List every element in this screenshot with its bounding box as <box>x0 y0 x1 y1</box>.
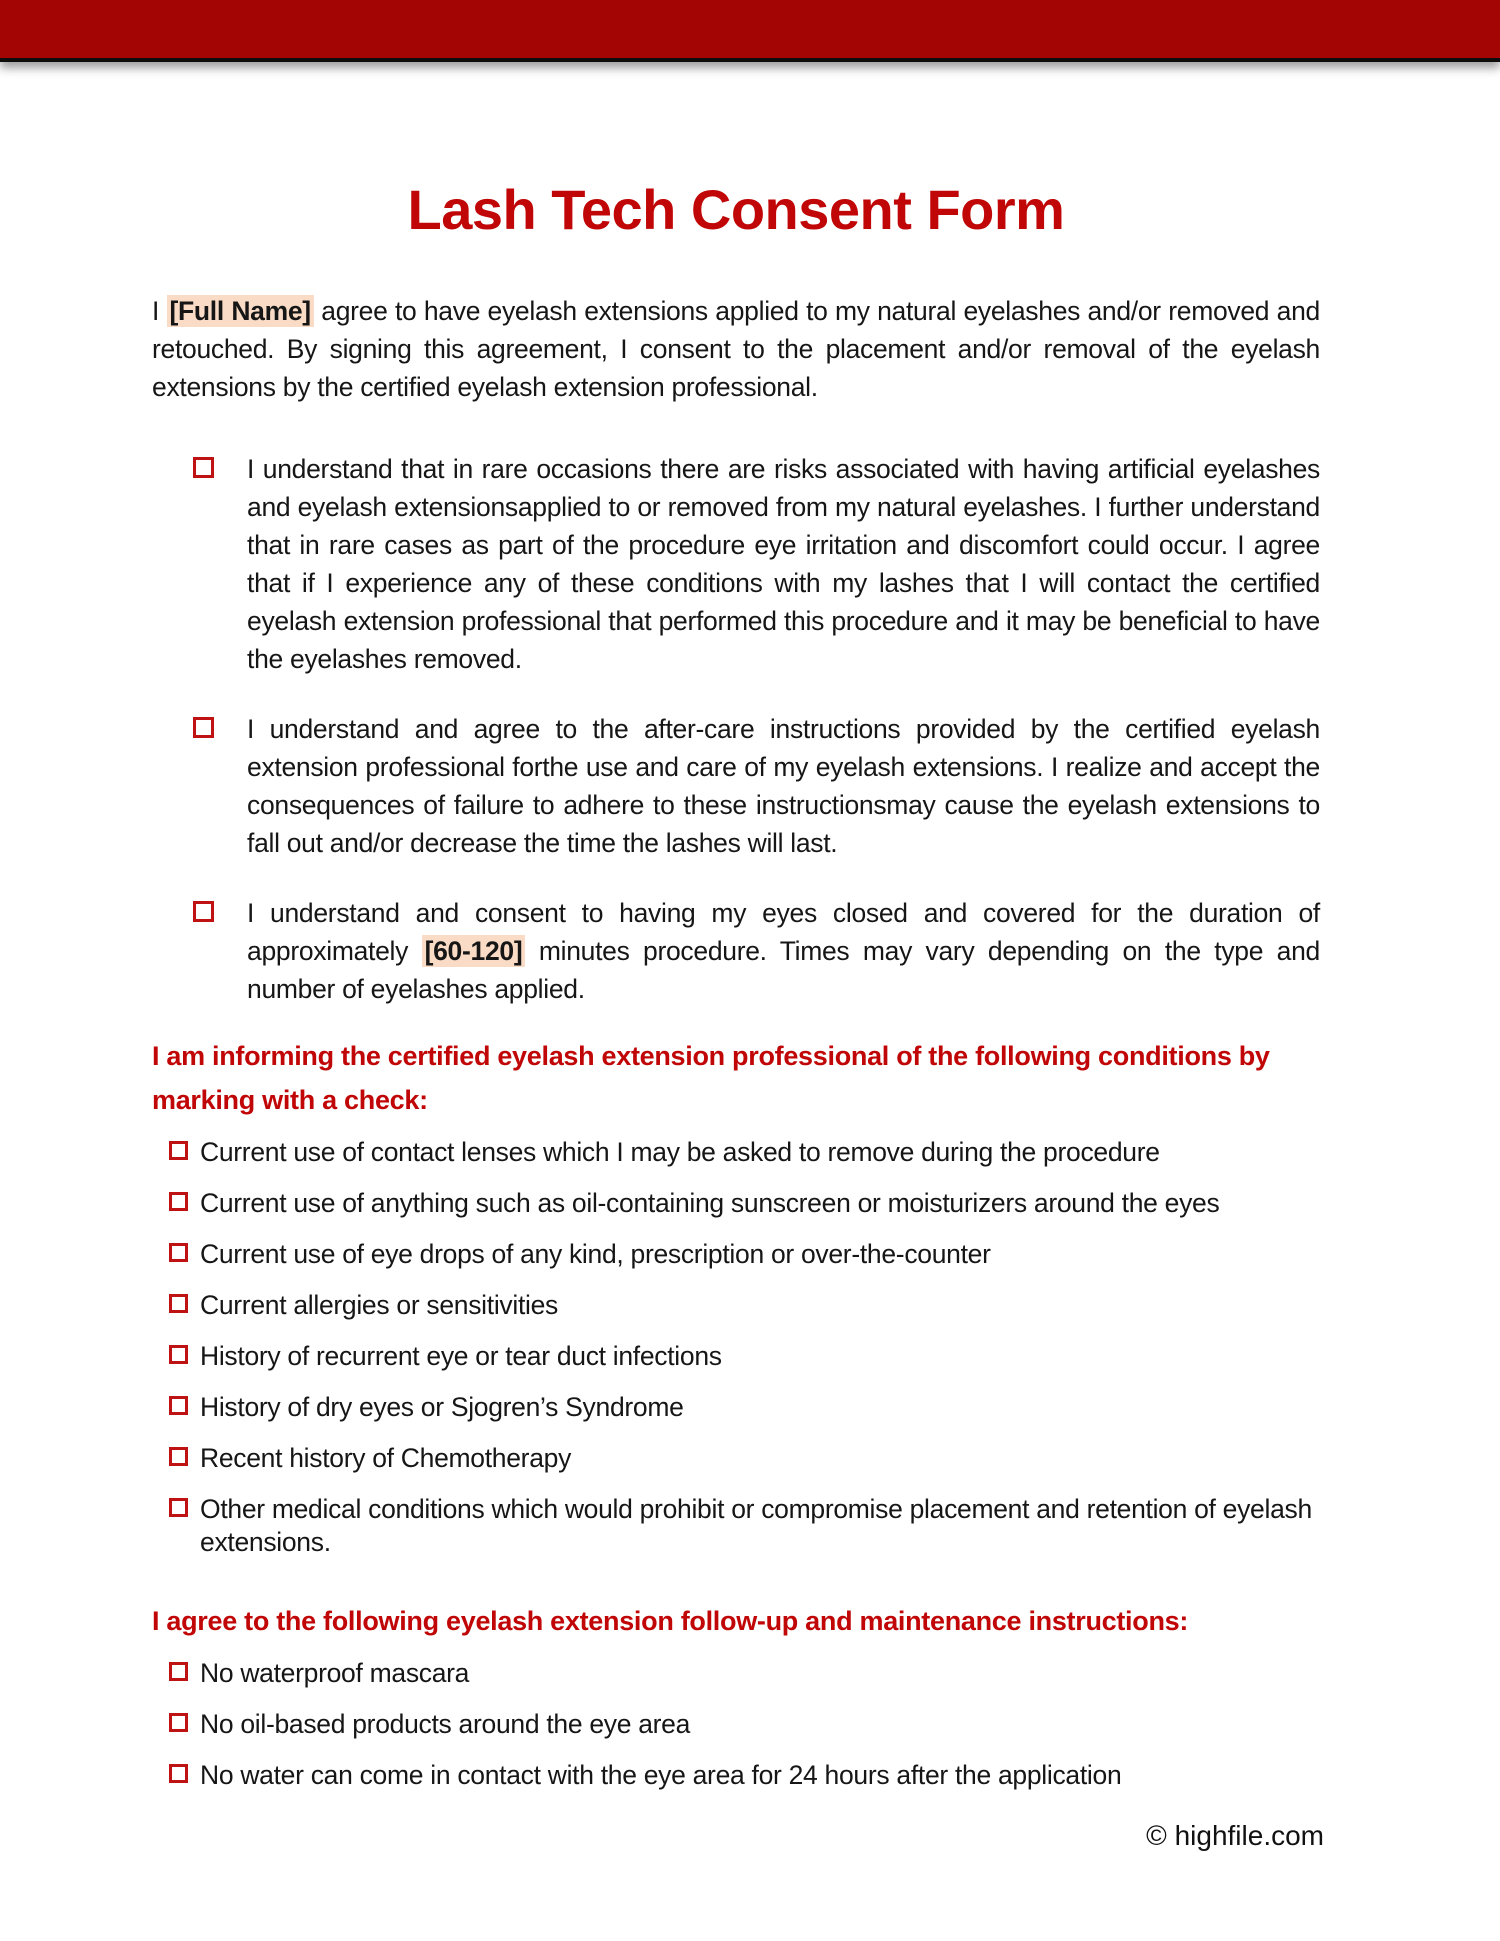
maintenance-label: No waterproof mascara <box>200 1658 470 1688</box>
condition-item-allergies <box>152 1289 1320 1322</box>
condition-item-chemotherapy <box>152 1442 1320 1475</box>
condition-item-oil-products <box>152 1187 1320 1220</box>
condition-checkbox-chemotherapy[interactable] <box>169 1447 188 1466</box>
condition-label: Current use of contact lenses which I may be asked to remove during the procedure <box>200 1137 1160 1167</box>
conditions-section-heading: I am informing the certified eyelash extension professional of the following conditions by marking with a check: <box>152 1041 1270 1115</box>
agreement-item-risks <box>152 450 1320 678</box>
condition-label: Other medical conditions which would prohibit or compromise placement and retention of eyelash extensions. <box>200 1494 1312 1557</box>
maintenance-label: No water can come in contact with the eye area for 24 hours after the application <box>200 1760 1122 1790</box>
intro-pre-text: I <box>152 296 160 326</box>
condition-checkbox-other-medical[interactable] <box>169 1498 188 1517</box>
maintenance-checkbox-mascara[interactable] <box>169 1662 188 1681</box>
copyright-notice: © highfile.com <box>1146 1820 1324 1851</box>
full-name-placeholder-field[interactable]: [Full Name] <box>167 295 314 327</box>
maintenance-list <box>152 1657 1320 1792</box>
condition-checkbox-eye-infections[interactable] <box>169 1345 188 1364</box>
page-title: Lash Tech Consent Form <box>407 178 1065 241</box>
aftercare-checkbox[interactable] <box>193 717 214 738</box>
maintenance-section-heading: I agree to the following eyelash extension follow-up and maintenance instructions: <box>152 1606 1189 1636</box>
condition-label: History of dry eyes or Sjogren’s Syndrome <box>200 1392 684 1422</box>
intro-paragraph <box>152 292 1320 406</box>
condition-label: Current allergies or sensitivities <box>200 1290 558 1320</box>
document-body <box>0 178 1500 1792</box>
condition-label: History of recurrent eye or tear duct infections <box>200 1341 722 1371</box>
header-red-bar <box>0 0 1500 62</box>
condition-checkbox-oil-products[interactable] <box>169 1192 188 1211</box>
condition-checkbox-dry-eyes[interactable] <box>169 1396 188 1415</box>
maintenance-item-oil-based <box>152 1708 1320 1741</box>
condition-label: Current use of eye drops of any kind, prescription or over-the-counter <box>200 1239 991 1269</box>
condition-label: Current use of anything such as oil-containing sunscreen or moisturizers around the eyes <box>200 1188 1220 1218</box>
maintenance-label: No oil-based products around the eye area <box>200 1709 691 1739</box>
intro-post-text: agree to have eyelash extensions applied to my natural eyelashes and/or removed and retouched. By signing this agreement, I consent to the placement and/or removal of the eyelash extensions by the certified eyelash extension professional. <box>152 296 1320 402</box>
maintenance-checkbox-oil-based[interactable] <box>169 1713 188 1732</box>
condition-checkbox-allergies[interactable] <box>169 1294 188 1313</box>
conditions-list <box>152 1136 1320 1559</box>
agreement-risks-text: I understand that in rare occasions there are risks associated with having artificial eyelashes and eyelash extensionsapplied to or removed from my natural eyelashes. I further understand that in rare cases as part of the procedure eye irritation and discomfort could occur. I agree that if I experience any of these conditions with my lashes that I will contact the certified eyelash extension professional that performed this procedure and it may be beneficial to have the eyelashes removed. <box>247 454 1320 674</box>
condition-item-other-medical <box>152 1493 1320 1559</box>
condition-checkbox-eye-drops[interactable] <box>169 1243 188 1262</box>
condition-item-dry-eyes <box>152 1391 1320 1424</box>
agreement-aftercare-text: I understand and agree to the after-care instructions provided by the certified eyelash extension professional forthe use and care of my eyelash extensions. I realize and accept the consequences of failure to adhere to these instructionsmay cause the eyelash extensions to fall out and/or decrease the time the lashes will last. <box>247 714 1320 858</box>
maintenance-checkbox-water-contact[interactable] <box>169 1764 188 1783</box>
duration-placeholder-field[interactable]: [60-120] <box>422 935 526 967</box>
agreement-item-aftercare <box>152 710 1320 862</box>
condition-item-eye-drops <box>152 1238 1320 1271</box>
maintenance-item-water-contact <box>152 1759 1320 1792</box>
condition-item-contact-lenses <box>152 1136 1320 1169</box>
condition-checkbox-contact-lenses[interactable] <box>169 1141 188 1160</box>
duration-checkbox[interactable] <box>193 901 214 922</box>
agreement-duration-pre-text: I understand and consent to having my eyes closed and covered for the duration of approximately <box>247 898 1320 966</box>
condition-item-eye-infections <box>152 1340 1320 1373</box>
condition-label: Recent history of Chemotherapy <box>200 1443 572 1473</box>
agreement-duration-post-text: minutes procedure. Times may vary depending on the type and number of eyelashes applied. <box>247 936 1320 1004</box>
agreement-item-duration <box>152 894 1320 1008</box>
risks-checkbox[interactable] <box>193 457 214 478</box>
maintenance-item-mascara <box>152 1657 1320 1690</box>
